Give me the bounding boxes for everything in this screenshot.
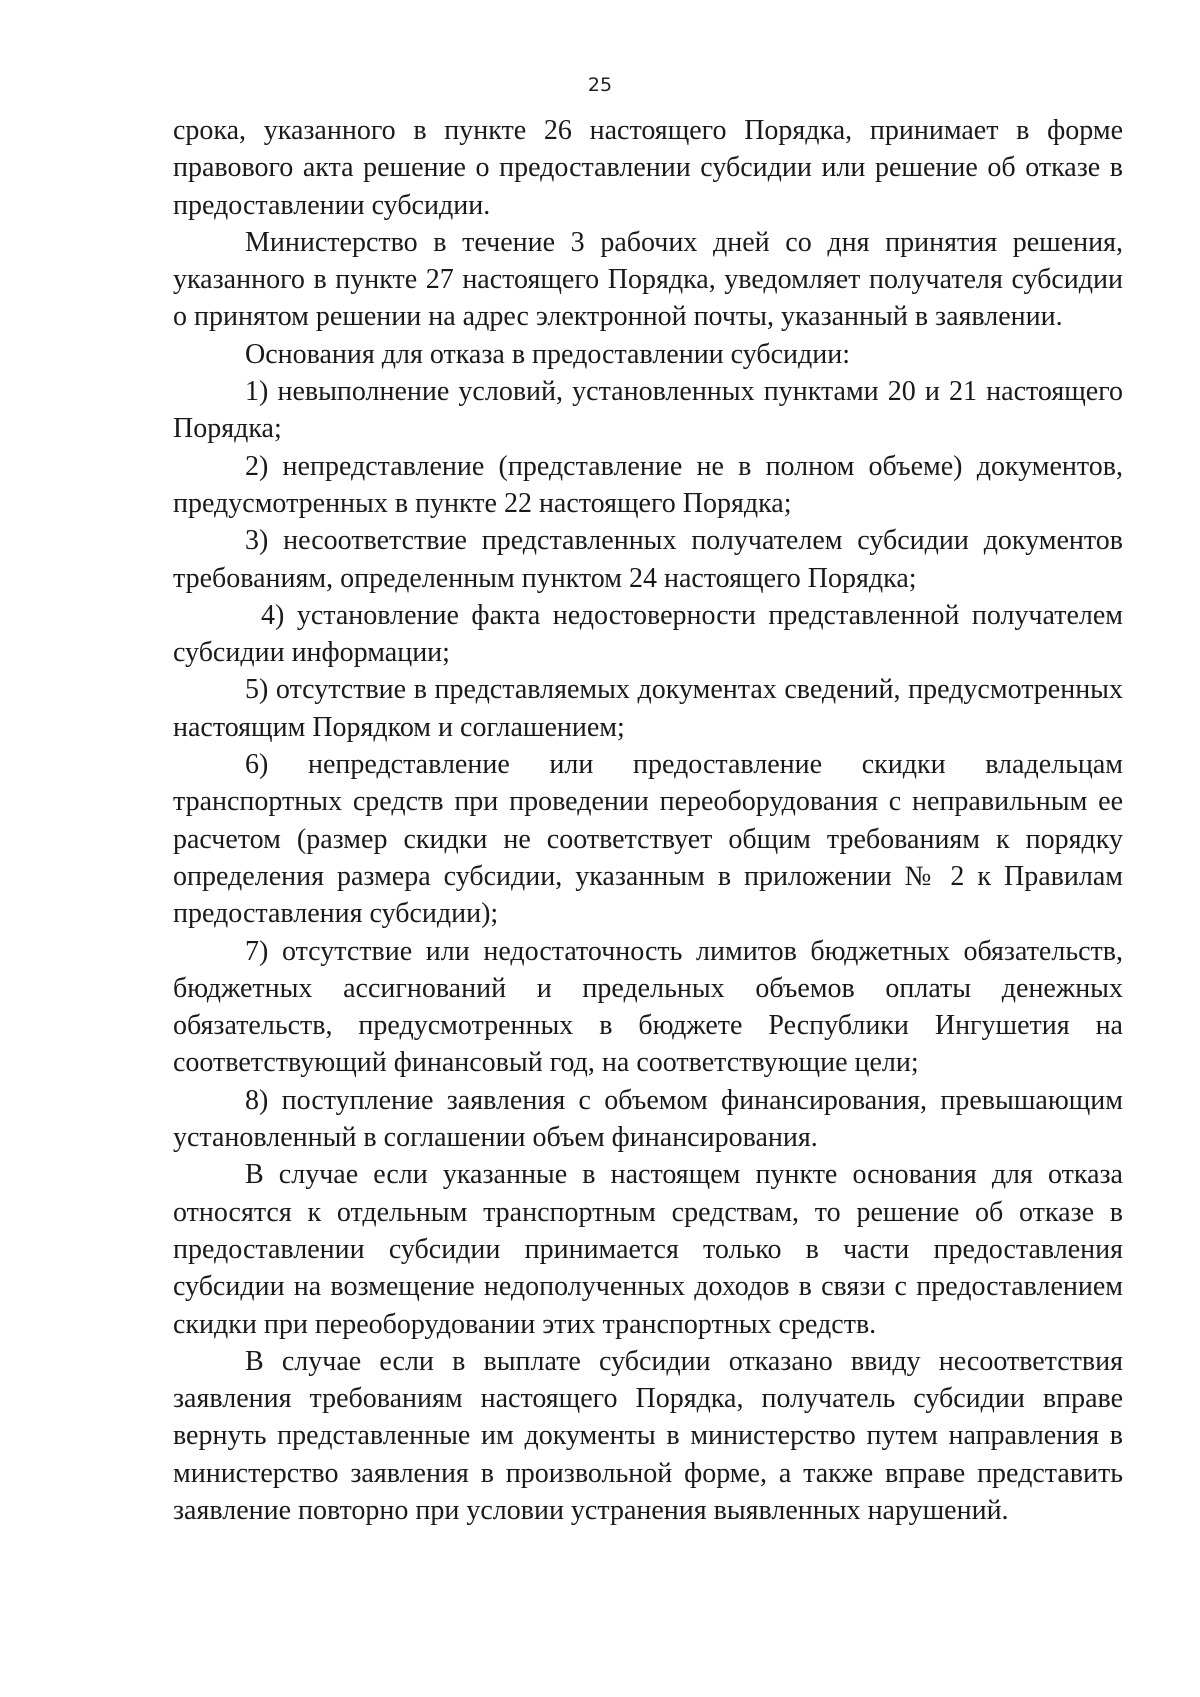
refusal-ground-item-3: 3) несоответствие представленных получателем субсидии документов требованиям, определенным пунктом 24 настоящего Порядка; [173, 525, 1123, 594]
paragraph-partial-refusal: В случае если указанные в настоящем пункте основания для отказа относятся к отдельным транспортным средствам, то решение об отказе в предоставлении субсидии принимается только в части предоставления субсидии на возмещение недополученных доходов в связи с предоставлением скидки при переоборудовании этих транспортных средств. [173, 1159, 1123, 1340]
refusal-ground-item-7: 7) отсутствие или недостаточность лимитов бюджетных обязательств, бюджетных ассигнований и предельных объемов оплаты денежных обязательств, предусмотренных в бюджете Республики Ингушетия на соответствующий финансовый год, на соответствующие цели; [173, 935, 1123, 1079]
refusal-ground-item-6: 6) непредставление или предоставление скидки владельцам транспортных средств при проведении переоборудования с неправильным ее расчетом (размер скидки не соответствует общим требованиям к порядку определения размера субсидии, указанным в приложении № 2 к Правилам предоставления субсидии); [173, 749, 1123, 930]
paragraph-refusal-grounds-heading: Основания для отказа в предоставлении субсидии: [245, 338, 851, 370]
refusal-ground-item-4: 4) установление факта недостоверности представленной получателем субсидии информации; [173, 599, 1123, 669]
document-body [173, 112, 1123, 1529]
refusal-ground-item-8: 8) поступление заявления с объемом финансирования, превышающим установленный в соглашении объем финансирования. [173, 1084, 1123, 1154]
refusal-ground-item-2: 2) непредставление (представление не в полном объеме) документов, предусмотренных в пункте 22 настоящего Порядка; [173, 450, 1123, 519]
paragraph-resubmission: В случае если в выплате субсидии отказано ввиду несоответствия заявления требованиям настоящего Порядка, получатель субсидии вправе вернуть представленные им документы в министерство путем направления в министерство заявления в произвольной форме, а также вправе представить заявление повторно при условии устранения выявленных нарушений. [173, 1345, 1123, 1526]
refusal-ground-item-1: 1) невыполнение условий, установленных пунктами 20 и 21 настоящего Порядка; [173, 376, 1123, 445]
page-number: 25 [587, 74, 613, 96]
refusal-ground-item-5: 5) отсутствие в представляемых документах сведений, предусмотренных настоящим Порядком и соглашением; [173, 674, 1123, 743]
paragraph-notification: Министерство в течение 3 рабочих дней со дня принятия решения, указанного в пункте 27 настоящего Порядка, уведомляет получателя субсидии о принятом решении на адрес электронной почты, указанный в заявлении. [173, 226, 1123, 333]
paragraph-continuation: срока, указанного в пункте 26 настоящего Порядка, принимает в форме правового акта решение о предоставлении субсидии или решение об отказе в предоставлении субсидии. [173, 115, 1123, 221]
